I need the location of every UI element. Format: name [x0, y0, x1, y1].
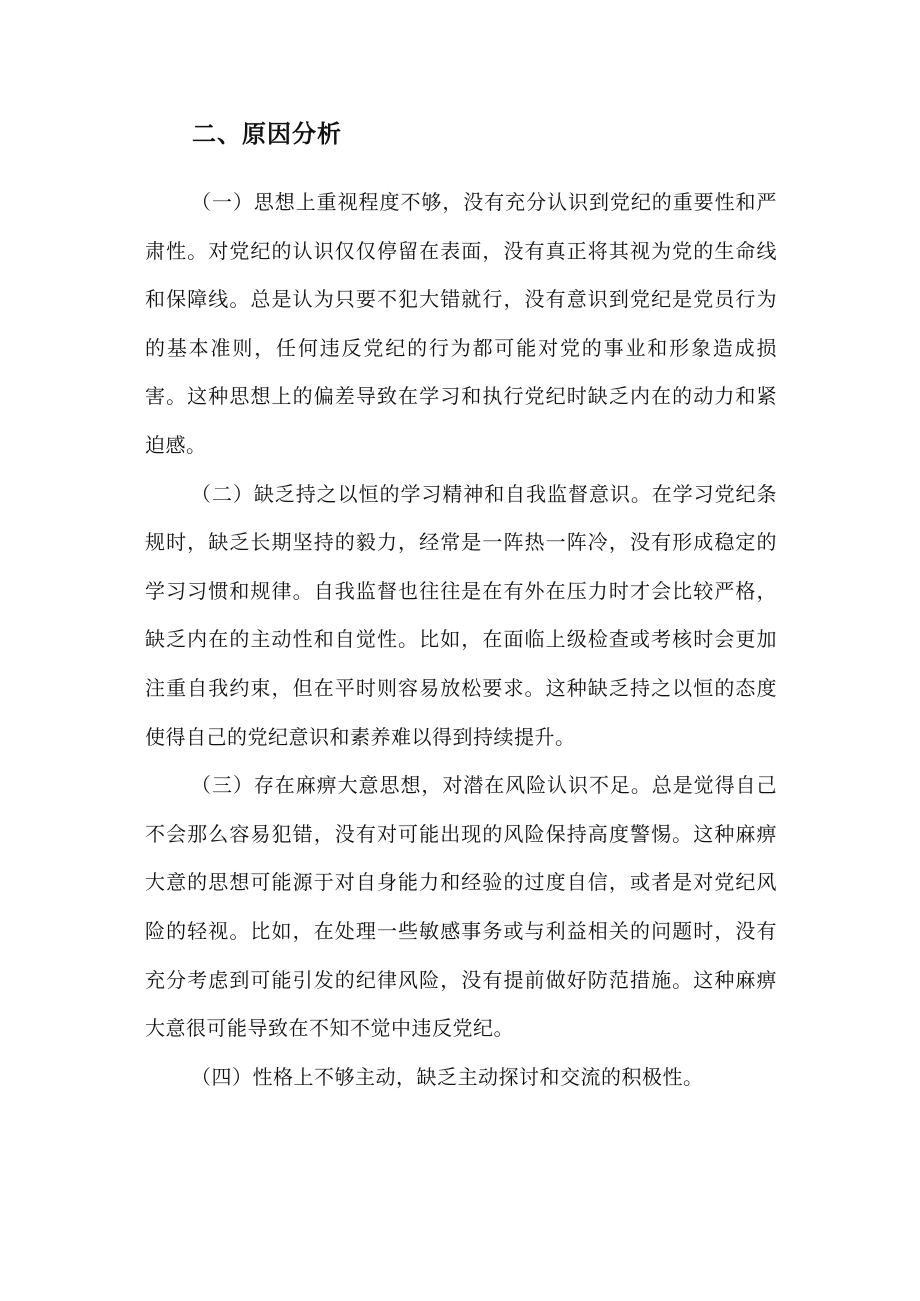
paragraph-1: （一）思想上重视程度不够，没有充分认识到党纪的重要性和严肃性。对党纪的认识仅仅停留在表面，没有真正将其视为党的生命线和保障线。总是认为只要不犯大错就行，没有意识到党纪是党员行为的基本准则，任何违反党纪的行为都可能对党的事业和形象造成损害。这种思想上的偏差导致在学习和执行党纪时缺乏内在的动力和紧迫感。: [145, 190, 777, 457]
paragraph-2: （二）缺乏持之以恒的学习精神和自我监督意识。在学习党纪条规时，缺乏长期坚持的毅力，经常是一阵热一阵冷，没有形成稳定的学习习惯和规律。自我监督也往往是在有外在压力时才会比较严格，缺乏内在的主动性和自觉性。比如，在面临上级检查或考核时会更加注重自我约束，但在平时则容易放松要求。这种缺乏持之以恒的态度使得自己的党纪意识和素养难以得到持续提升。: [145, 481, 777, 749]
document-body: [145, 178, 777, 1101]
section-heading: 二、原因分析: [192, 120, 342, 148]
paragraph-3: （三）存在麻痹大意思想，对潜在风险认识不足。总是觉得自己不会那么容易犯错，没有对可能出现的风险保持高度警惕。这种麻痹大意的思想可能源于对自身能力和经验的过度自信，或者是对党纪风险的轻视。比如，在处理一些敏感事务或与利益相关的问题时，没有充分考虑到可能引发的纪律风险，没有提前做好防范措施。这种麻痹大意很可能导致在不知不觉中违反党纪。: [145, 773, 777, 1041]
paragraph-4: （四）性格上不够主动，缺乏主动探讨和交流的积极性。: [191, 1064, 704, 1089]
